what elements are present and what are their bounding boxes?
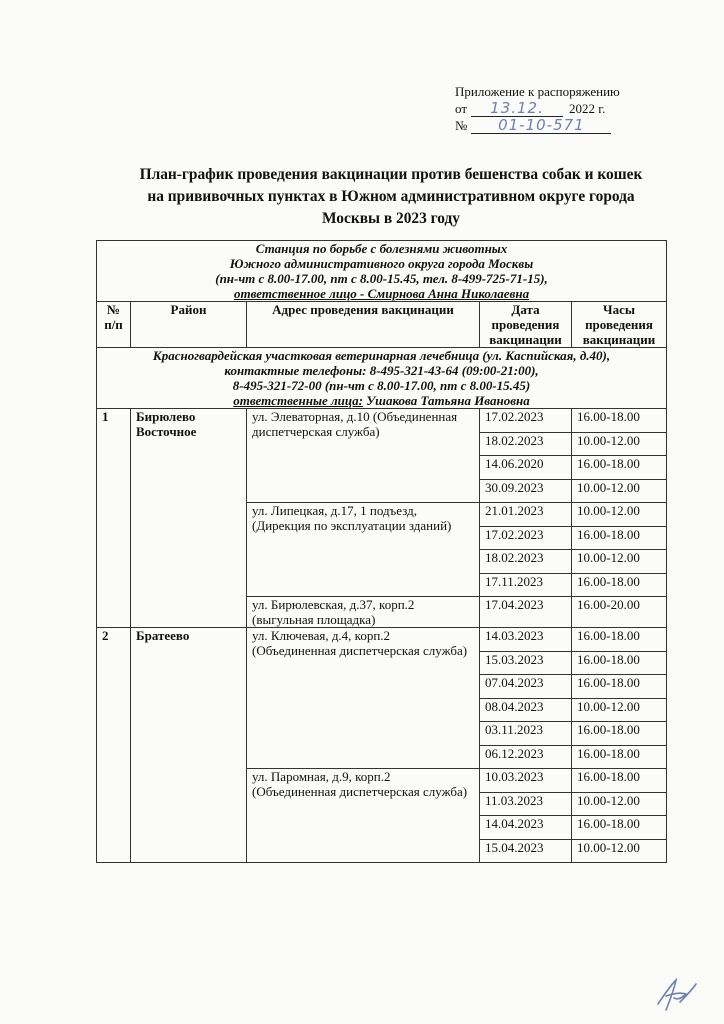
signature-icon: [652, 974, 700, 1014]
vaccination-hours: 16.00-18.00: [572, 722, 667, 746]
station-responsible: ответственное лицо - Смирнова Анна Николаевна: [233, 286, 530, 301]
clinic-header: [97, 348, 667, 409]
handwritten-date: 13.12.: [471, 101, 563, 117]
clinic-responsible-label: ответственные лица:: [233, 393, 363, 408]
title-line: на прививочных пунктах в Южном административном округе города: [147, 188, 635, 205]
clinic-line: Красногвардейская участковая ветеринарная лечебница (ул. Каспийская, д.40),: [152, 348, 611, 363]
document-title: [96, 164, 686, 230]
vaccination-hours: 10.00-12.00: [572, 479, 667, 503]
vaccination-date: 15.04.2023: [480, 839, 572, 863]
vaccination-hours: 16.00-18.00: [572, 769, 667, 793]
appendix-block: [455, 83, 685, 134]
vaccination-date: 17.11.2023: [480, 573, 572, 597]
vaccination-address: ул. Бирюлевская, д.37, корп.2 (выгульная площадка): [247, 597, 480, 628]
vaccination-date: 17.04.2023: [480, 597, 572, 628]
column-header-num: [97, 302, 131, 348]
vaccination-date: 14.04.2023: [480, 816, 572, 840]
vaccination-date: 10.03.2023: [480, 769, 572, 793]
vaccination-address: ул. Паромная, д.9, корп.2 (Объединенная диспетчерская служба): [247, 769, 480, 863]
table-row: [97, 628, 667, 652]
vaccination-hours: 16.00-18.00: [572, 526, 667, 550]
vaccination-date: 21.01.2023: [480, 503, 572, 527]
vaccination-hours: 16.00-18.00: [572, 456, 667, 480]
column-header-address: Адрес проведения вакцинации: [247, 302, 480, 348]
district-name: Братеево: [131, 628, 247, 863]
handwritten-number: 01-10-571: [471, 118, 611, 134]
vaccination-hours: 16.00-18.00: [572, 745, 667, 769]
clinic-responsible: [102, 393, 661, 408]
appendix-number-row: [455, 117, 685, 134]
vaccination-date: 14.06.2020: [480, 456, 572, 480]
number-prefix: №: [455, 118, 468, 133]
vaccination-date: 18.02.2023: [480, 432, 572, 456]
vaccination-date: 08.04.2023: [480, 698, 572, 722]
vaccination-date: 03.11.2023: [480, 722, 572, 746]
vaccination-hours: 16.00-18.00: [572, 816, 667, 840]
vaccination-hours: 10.00-12.00: [572, 698, 667, 722]
appendix-date-row: [455, 100, 685, 117]
column-header-date: Дата проведения вакцинации: [480, 302, 572, 348]
table-row: [97, 409, 667, 433]
station-line: Южного административного округа города Москвы: [229, 256, 534, 271]
vaccination-date: 06.12.2023: [480, 745, 572, 769]
vaccination-date: 11.03.2023: [480, 792, 572, 816]
vaccination-hours: 16.00-18.00: [572, 628, 667, 652]
vaccination-hours: 16.00-18.00: [572, 409, 667, 433]
station-header-row: [97, 241, 667, 302]
vaccination-date: 07.04.2023: [480, 675, 572, 699]
vaccination-hours: 10.00-12.00: [572, 839, 667, 863]
column-header-num-line: №: [106, 302, 121, 317]
date-year: 2022 г.: [569, 101, 606, 116]
column-header-row: [97, 302, 667, 348]
column-header-num-line: п/п: [104, 317, 123, 332]
vaccination-hours: 16.00-18.00: [572, 675, 667, 699]
vaccination-address: ул. Элеваторная, д.10 (Объединенная диспетчерская служба): [247, 409, 480, 503]
clinic-line: 8-495-321-72-00 (пн-чт с 8.00-17.00, пт с 8.00-15.45): [232, 378, 531, 393]
vaccination-date: 17.02.2023: [480, 526, 572, 550]
vaccination-date: 15.03.2023: [480, 651, 572, 675]
column-header-district: Район: [131, 302, 247, 348]
vaccination-hours: 10.00-12.00: [572, 792, 667, 816]
clinic-line: контактные телефоны: 8-495-321-43-64 (09:00-21:00),: [224, 363, 539, 378]
appendix-title: [455, 83, 685, 100]
vaccination-date: 30.09.2023: [480, 479, 572, 503]
vaccination-hours: 10.00-12.00: [572, 432, 667, 456]
vaccination-address: ул. Липецкая, д.17, 1 подъезд, (Дирекция по эксплуатации зданий): [247, 503, 480, 597]
district-name: Бирюлево Восточное: [131, 409, 247, 628]
schedule-table: [96, 240, 667, 863]
vaccination-hours: 16.00-18.00: [572, 573, 667, 597]
title-line: План-график проведения вакцинации против бешенства собак и кошек: [139, 166, 643, 183]
vaccination-date: 14.03.2023: [480, 628, 572, 652]
vaccination-hours: 16.00-18.00: [572, 651, 667, 675]
vaccination-date: 17.02.2023: [480, 409, 572, 433]
column-header-hours: Часы проведения вакцинации: [572, 302, 667, 348]
vaccination-hours: 10.00-12.00: [572, 503, 667, 527]
appendix-line: Приложение к распоряжению: [455, 84, 620, 99]
vaccination-hours: 10.00-12.00: [572, 550, 667, 574]
title-line: Москвы в 2023 году: [321, 210, 461, 227]
station-line: (пн-чт с 8.00-17.00, пт с 8.00-15.45, тел. 8-499-725-71-15),: [215, 271, 548, 286]
clinic-header-row: [97, 348, 667, 409]
district-number: 2: [97, 628, 131, 863]
vaccination-hours: 16.00-20.00: [572, 597, 667, 628]
district-number: 1: [97, 409, 131, 628]
date-prefix: от: [455, 101, 468, 116]
station-line: Станция по борьбе с болезнями животных: [255, 241, 508, 256]
clinic-responsible-name: Ушакова Татьяна Ивановна: [362, 393, 530, 408]
station-header: [97, 241, 667, 302]
vaccination-address: ул. Ключевая, д.4, корп.2 (Объединенная диспетчерская служба): [247, 628, 480, 769]
vaccination-date: 18.02.2023: [480, 550, 572, 574]
